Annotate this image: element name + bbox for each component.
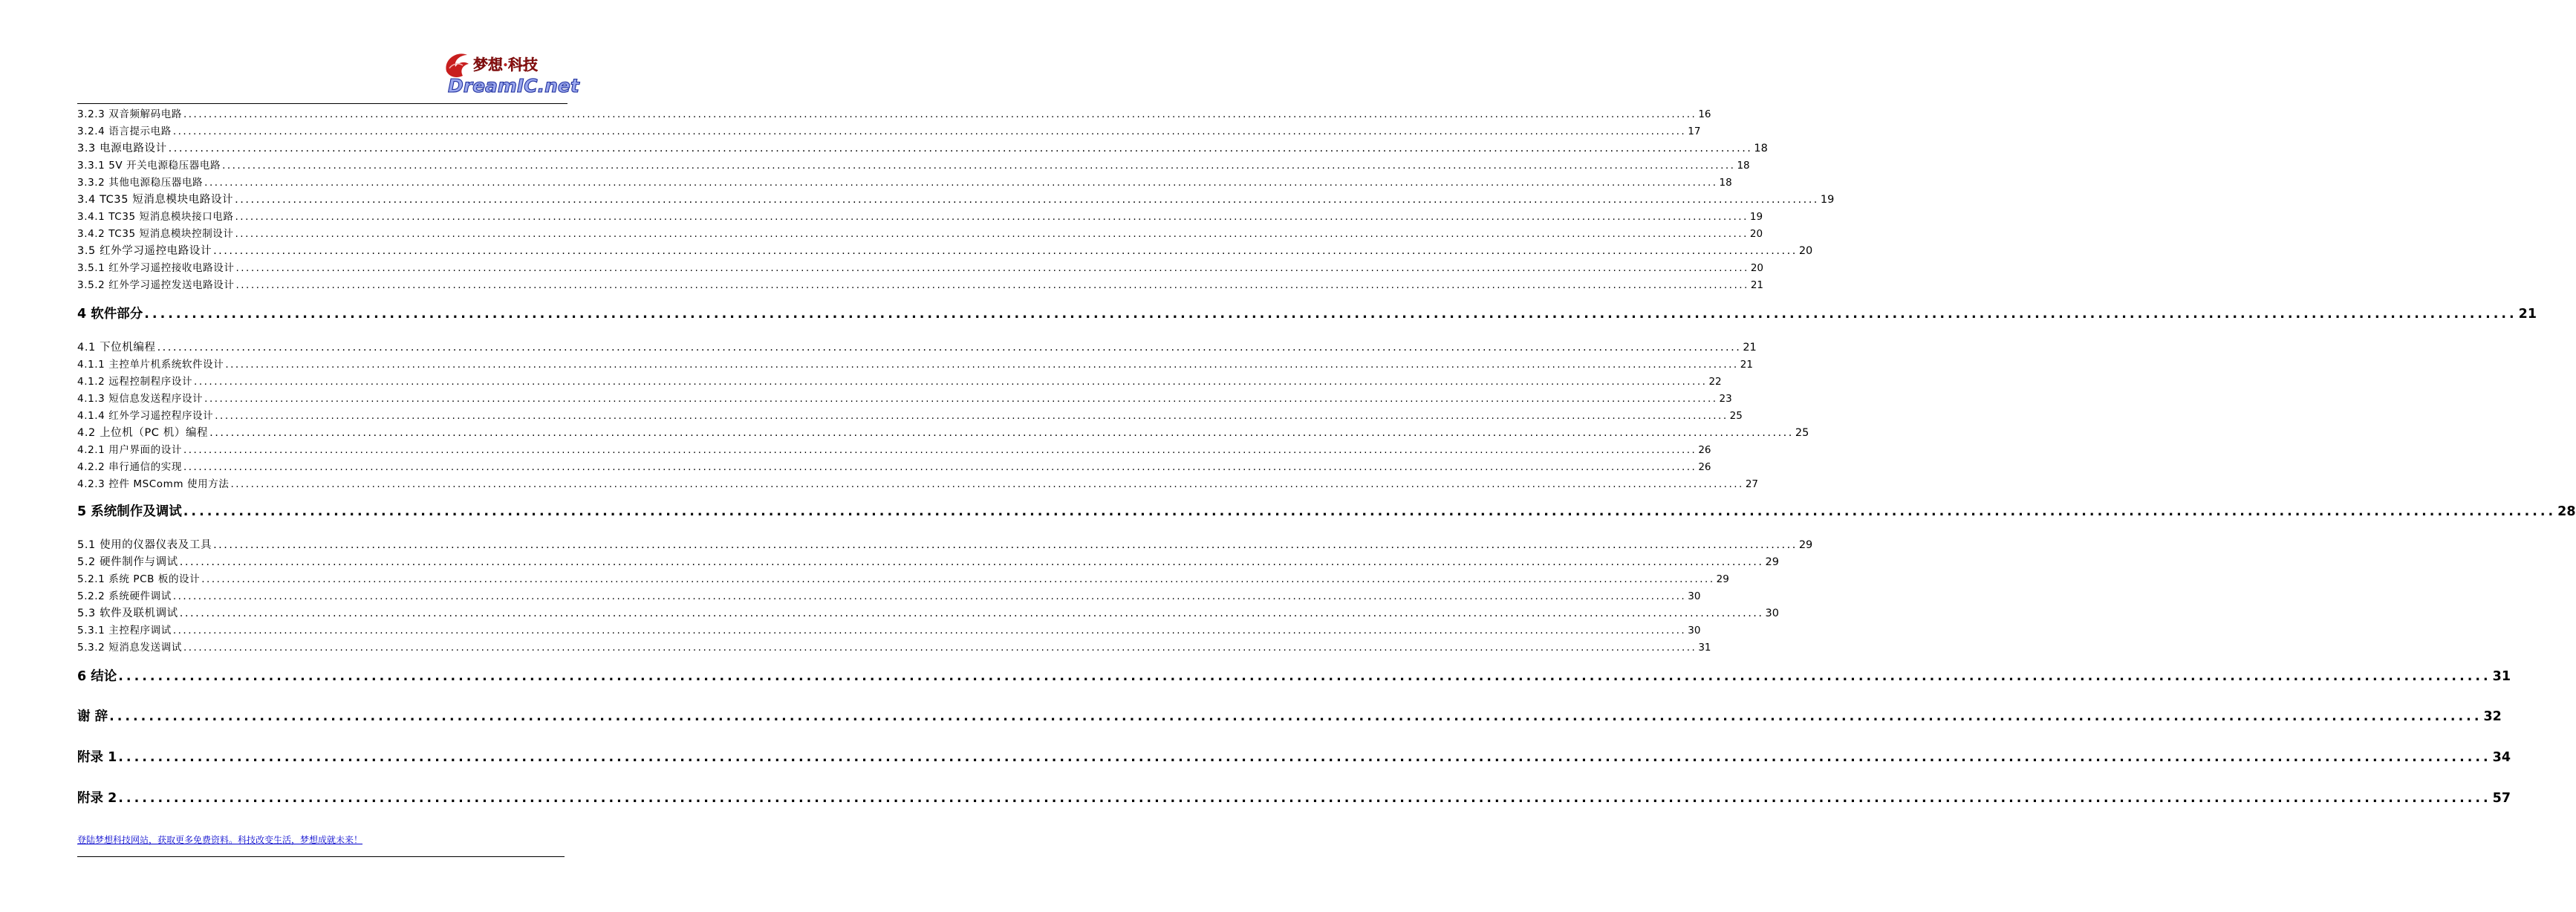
toc-entry-page: 19 [1749,211,1763,223]
toc-dot-leader: ............................................................................................................................................................................................................................................................................................................ [183,444,1697,456]
toc-dot-leader: ............................................................................................................................................................................................................................................................................................................ [168,143,1753,154]
toc-entry[interactable] [77,124,1701,139]
toc-entry-title: 4.1 下位机编程 [77,342,156,354]
toc-entry[interactable] [77,357,1753,372]
toc-entry[interactable] [77,175,1732,190]
toc-entry[interactable] [77,589,1701,604]
toc-entry[interactable] [77,141,1768,156]
toc-entry-title: 3.3.2 其他电源稳压器电路 [77,177,204,189]
toc-entry[interactable] [77,606,1779,621]
toc-entry-page: 29 [1798,539,1813,551]
toc-entry-page: 31 [1698,642,1711,654]
toc-entry-title: 5.2 硬件制作与调试 [77,556,178,568]
toc-entry-page: 28 [2557,504,2576,519]
toc-entry-page: 21 [1740,359,1753,371]
toc-entry[interactable] [77,340,1757,355]
toc-entry-page: 21 [1750,279,1764,291]
toc-dot-leader: ............................................................................................................................................................................................................................................................................................................ [230,478,1744,490]
toc-entry-title: 3.4.1 TC35 短消息模块接口电路 [77,211,234,223]
toc-dot-leader: ............................................................................................................................................................................................................................................................................................................ [213,539,1798,551]
toc-entry-page: 25 [1729,410,1743,422]
toc-entry-title: 4.2 上位机（PC 机）编程 [77,427,209,439]
toc-dot-leader: ............................................................................................................................................................................................................................................................................................................ [183,642,1697,654]
toc-entry-title: 5.3.2 短消息发送调试 [77,642,182,654]
toc-entry[interactable] [77,748,2511,767]
toc-entry[interactable] [77,789,2511,808]
toc-dot-leader: ............................................................................................................................................................................................................................................................................................................ [118,791,2491,806]
toc-dot-leader: ............................................................................................................................................................................................................................................................................................................ [118,669,2491,684]
toc-entry[interactable] [77,477,1759,492]
toc-dot-leader: ............................................................................................................................................................................................................................................................................................................ [209,427,1794,439]
toc-entry-title: 3.5 红外学习遥控电路设计 [77,245,212,257]
toc-dot-leader: ............................................................................................................................................................................................................................................................................................................ [235,211,1749,223]
toc-entry-page: 22 [1708,376,1722,388]
toc-dot-leader: ............................................................................................................................................................................................................................................................................................................ [222,160,1736,172]
toc-entry-title: 5.3 软件及联机调试 [77,608,178,619]
dreamic-logo [443,49,579,97]
toc-entry-page: 16 [1698,108,1711,120]
toc-entry-page: 30 [1688,625,1701,636]
toc-entry[interactable] [77,572,1729,587]
toc-entry-title: 附录 2 [77,791,117,806]
toc-dot-leader: ............................................................................................................................................................................................................................................................................................................ [172,126,1687,137]
toc-entry-title: 4.1.2 远程控制程序设计 [77,376,193,388]
toc-dot-leader: ............................................................................................................................................................................................................................................................................................................ [235,279,1749,291]
toc-entry-title: 4.2.2 串行通信的实现 [77,461,182,473]
toc-entry-title: 3.5.2 红外学习遥控发送电路设计 [77,279,235,291]
toc-entry[interactable] [77,278,1764,293]
toc-entry-page: 30 [1765,608,1779,619]
toc-entry-page: 21 [2518,307,2537,322]
toc-entry-title: 5 系统制作及调试 [77,504,182,519]
toc-entry[interactable] [77,391,1732,406]
toc-entry-title: 4 软件部分 [77,307,143,322]
toc-entry-page: 18 [1754,143,1768,154]
toc-entry[interactable] [77,623,1701,638]
toc-dot-leader: ............................................................................................................................................................................................................................................................................................................ [157,342,1742,354]
toc-entry-page: 20 [1749,228,1763,240]
toc-entry-title: 3.2.3 双音频解码电路 [77,108,182,120]
toc-entry[interactable] [77,209,1763,224]
toc-entry-page: 26 [1698,444,1711,456]
toc-entry-title: 3.2.4 语言提示电路 [77,126,172,137]
toc-entry-title: 5.3.1 主控程序调试 [77,625,172,636]
toc-dot-leader: ............................................................................................................................................................................................................................................................................................................ [235,194,1819,206]
toc-entry[interactable] [77,408,1743,423]
toc-entry-title: 3.3 电源电路设计 [77,143,167,154]
toc-entry-title: 3.4 TC35 短消息模块电路设计 [77,194,234,206]
toc-dot-leader: ............................................................................................................................................................................................................................................................................................................ [144,307,2517,322]
toc-entry-page: 29 [1765,556,1779,568]
toc-entry[interactable] [77,443,1711,457]
toc-entry-title: 3.3.1 5V 开关电源稳压器电路 [77,160,221,172]
toc-dot-leader: ............................................................................................................................................................................................................................................................................................................ [183,504,2557,519]
toc-dot-leader: ............................................................................................................................................................................................................................................................................................................ [118,750,2491,765]
toc-entry-page: 26 [1698,461,1711,473]
toc-entry-page: 29 [1716,573,1729,585]
toc-entry-title: 4.2.3 控件 MSComm 使用方法 [77,478,230,490]
toc-entry[interactable] [77,667,2511,686]
toc-dot-leader: ............................................................................................................................................................................................................................................................................................................ [183,461,1697,473]
toc-entry-page: 27 [1745,478,1759,490]
toc-entry-page: 32 [2483,709,2502,724]
toc-entry-title: 3.4.2 TC35 短消息模块控制设计 [77,228,234,240]
toc-entry-page: 23 [1719,393,1732,405]
toc-entry[interactable] [77,502,2576,521]
toc-entry-page: 20 [1750,262,1764,274]
toc-entry-page: 19 [1820,194,1835,206]
toc-entry-page: 30 [1688,590,1701,602]
toc-dot-leader: ............................................................................................................................................................................................................................................................................................................ [213,245,1798,257]
toc-entry-page: 21 [1743,342,1757,354]
toc-dot-leader: ............................................................................................................................................................................................................................................................................................................ [225,359,1739,371]
toc-entry-title: 谢 辞 [77,709,108,724]
toc-entry-page: 31 [2492,669,2511,684]
footer-link[interactable]: 登陆梦想科技网站，获取更多免费资料。科技改变生活，梦想成就未来！ [77,835,363,845]
toc-entry[interactable] [77,640,1711,655]
toc-entry-title: 附录 1 [77,750,117,765]
toc-entry-title: 4.1.3 短信息发送程序设计 [77,393,204,405]
toc-entry-page: 18 [1737,160,1750,172]
toc-dot-leader: ............................................................................................................................................................................................................................................................................................................ [204,177,1718,189]
toc-entry-page: 18 [1719,177,1732,189]
toc-dot-leader: ............................................................................................................................................................................................................................................................................................................ [235,262,1749,274]
toc-entry-page: 57 [2492,791,2511,806]
toc-entry-title: 4.1.4 红外学习遥控程序设计 [77,410,214,422]
toc-dot-leader: ............................................................................................................................................................................................................................................................................................................ [215,410,1728,422]
toc-entry-page: 20 [1798,245,1813,257]
toc-entry-title: 5.2.1 系统 PCB 板的设计 [77,573,201,585]
toc-dot-leader: ............................................................................................................................................................................................................................................................................................................ [183,108,1697,120]
toc-dot-leader: ............................................................................................................................................................................................................................................................................................................ [179,608,1764,619]
toc-entry[interactable] [77,538,1813,553]
toc-entry-title: 3.5.1 红外学习遥控接收电路设计 [77,262,235,274]
toc-entry-title: 5.2.2 系统硬件调试 [77,590,172,602]
toc-entry[interactable] [77,707,2502,726]
toc-entry[interactable] [77,460,1711,475]
header-rule [77,103,567,104]
toc-dot-leader: ............................................................................................................................................................................................................................................................................................................ [172,590,1687,602]
toc-entry[interactable] [77,227,1763,241]
toc-entry-title: 4.1.1 主控单片机系统软件设计 [77,359,224,371]
toc-entry[interactable] [77,374,1722,389]
toc-entry[interactable] [77,261,1764,276]
toc-entry-title: 4.2.1 用户界面的设计 [77,444,182,456]
toc-entry-title: 6 结论 [77,669,117,684]
toc-entry[interactable] [77,158,1750,173]
toc-entry-title: 5.1 使用的仪器仪表及工具 [77,539,212,551]
toc-dot-leader: ............................................................................................................................................................................................................................................................................................................ [179,556,1764,568]
toc-entry[interactable] [77,304,2537,324]
svg-text:梦想·科技: 梦想·科技 [473,56,538,74]
toc-dot-leader: ............................................................................................................................................................................................................................................................................................................ [194,376,1708,388]
toc-entry[interactable] [77,244,1813,258]
toc-entry-page: 17 [1688,126,1701,137]
footer-rule [77,856,565,857]
toc-dot-leader: ............................................................................................................................................................................................................................................................................................................ [204,393,1718,405]
toc-entry[interactable] [77,555,1779,570]
toc-dot-leader: ............................................................................................................................................................................................................................................................................................................ [172,625,1687,636]
toc-dot-leader: ............................................................................................................................................................................................................................................................................................................ [235,228,1749,240]
toc-entry-page: 25 [1795,427,1809,439]
toc-entry[interactable] [77,426,1809,440]
toc-dot-leader: ............................................................................................................................................................................................................................................................................................................ [201,573,1715,585]
toc-entry[interactable] [77,107,1711,122]
toc-dot-leader: ............................................................................................................................................................................................................................................................................................................ [109,709,2482,724]
toc-entry-page: 34 [2492,750,2511,765]
svg-text:DreamIC.net: DreamIC.net [448,75,579,97]
toc-entry[interactable] [77,192,1835,207]
